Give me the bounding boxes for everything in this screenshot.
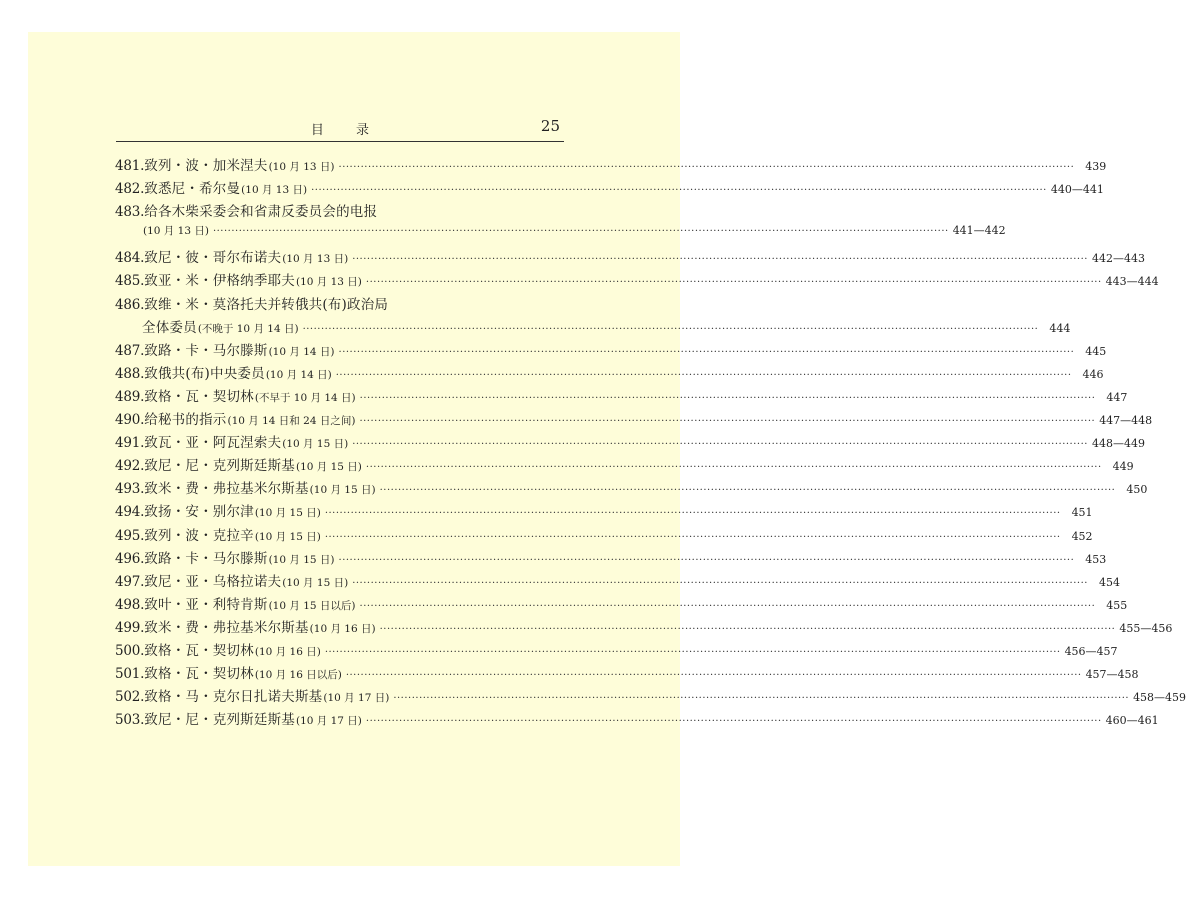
dot-leader: ········································································································································································································ — [352, 577, 1088, 589]
entry-number: 483. — [115, 204, 145, 221]
toc-entry — [115, 662, 1139, 685]
toc-entry — [115, 593, 1128, 616]
dot-leader: ········································································································································································································ — [365, 462, 1102, 474]
entry-pages: 445 — [1085, 344, 1107, 358]
dot-leader: ········································································································································································································ — [335, 369, 1072, 381]
entry-title: 致尼・亚・乌格拉诺夫 — [144, 573, 282, 590]
entry-pages: 439 — [1085, 160, 1107, 173]
entry-date-note: (10 月 15 日) — [282, 576, 349, 589]
toc-entry — [115, 269, 1159, 292]
entry-date-note: (不早于 10 月 14 日) — [254, 391, 356, 404]
toc-entry — [115, 547, 1107, 570]
entry-date-note: (10 月 15 日) — [295, 461, 362, 474]
entry-title: 致路・卡・马尔滕斯 — [144, 550, 268, 567]
entry-pages: 450 — [1126, 483, 1148, 497]
dot-leader: ········································································································································································································ — [365, 277, 1102, 289]
toc-entry — [115, 293, 547, 316]
entry-pages: 455—456 — [1119, 621, 1173, 635]
entry-title: 致瓦・亚・阿瓦涅索夫 — [144, 435, 282, 452]
entry-title: 致格・瓦・契切林 — [144, 388, 254, 405]
entry-pages: 456—457 — [1064, 644, 1118, 658]
dot-leader: ········································································································································································································ — [324, 508, 1061, 520]
entry-number: 487. — [115, 342, 145, 359]
entry-date-note: (10 月 17 日) — [323, 692, 390, 705]
entry-pages: 455 — [1106, 598, 1128, 612]
entry-title: 全体委员 — [142, 319, 197, 336]
dot-leader: ········································································································································································································ — [212, 226, 949, 238]
entry-title: 致列・波・克拉辛 — [144, 527, 254, 544]
entry-number: 492. — [115, 458, 145, 475]
entry-date-note: (10 月 16 日以后) — [254, 669, 342, 682]
entry-pages: 448—449 — [1091, 437, 1145, 451]
entry-title: 致格・瓦・契切林 — [144, 666, 254, 683]
toc-entry — [115, 177, 1104, 200]
entry-date-note: (10 月 15 日) — [254, 530, 321, 543]
entry-date-note: (10 月 14 日) — [268, 345, 335, 358]
entry-number: 486. — [115, 296, 145, 313]
toc-entry — [115, 408, 1153, 431]
entry-date-note: (10 月 16 日) — [309, 622, 376, 635]
entry-number: 493. — [115, 481, 145, 498]
entry-title: 致米・费・弗拉基米尔斯基 — [144, 481, 309, 498]
entry-number: 485. — [115, 273, 145, 290]
entry-pages: 441—442 — [952, 224, 1006, 238]
entry-number: 502. — [115, 689, 145, 706]
entry-title: 致路・卡・马尔滕斯 — [144, 342, 268, 359]
toc-entry — [115, 223, 1006, 246]
entry-pages: 449 — [1112, 460, 1134, 474]
entry-number: 491. — [115, 435, 145, 452]
entry-title: 致维・米・莫洛托夫并转俄共(布)政治局 — [144, 296, 389, 313]
entry-title: 致列・波・加米涅夫 — [144, 158, 268, 174]
dot-leader: ········································································································································································································ — [393, 693, 1130, 705]
entry-number: 494. — [115, 504, 145, 521]
entry-title: 给各木柴采委会和省肃反委员会的电报 — [144, 204, 378, 221]
entry-number: 495. — [115, 527, 145, 544]
dot-leader: ········································································································································································································ — [352, 254, 1088, 266]
entry-date-note: (10 月 15 日) — [309, 484, 376, 497]
entry-date-note: (10 月 16 日) — [254, 645, 321, 658]
dot-leader: ········································································································································································································ — [324, 531, 1061, 543]
toc-entry — [115, 616, 1173, 639]
toc-entry — [115, 154, 1107, 177]
dot-leader: ········································································································································································································ — [324, 646, 1061, 658]
entry-title: 致尼・彼・哥尔布诺夫 — [144, 250, 282, 267]
dot-leader: ········································································································································································································ — [359, 600, 1096, 612]
entry-number: 489. — [115, 388, 145, 405]
entry-date-note: (10 月 14 日和 24 日之间) — [227, 415, 356, 428]
entry-number: 484. — [115, 250, 145, 267]
entry-title: 致米・费・弗拉基米尔斯基 — [144, 619, 309, 636]
entry-number: 488. — [115, 365, 145, 382]
toc-entry — [115, 431, 1145, 454]
toc-entry — [115, 477, 1148, 500]
entry-pages: 446 — [1082, 367, 1104, 381]
entry-number: 497. — [115, 573, 145, 590]
entry-number: 481. — [115, 158, 145, 174]
toc-entry — [115, 385, 1128, 408]
toc-entry — [115, 639, 1118, 662]
entry-title: 给秘书的指示 — [144, 412, 227, 429]
entry-date-note: (10 月 13 日) — [268, 161, 335, 173]
entry-pages: 443—444 — [1105, 275, 1159, 289]
toc-entry — [115, 708, 1159, 731]
entry-pages: 458—459 — [1133, 691, 1186, 705]
entry-date-note: (10 月 14 日) — [265, 368, 332, 381]
toc-entry — [115, 246, 1145, 269]
entry-number: 499. — [115, 619, 145, 636]
entry-pages: 442—443 — [1091, 252, 1145, 266]
entry-title: 致亚・米・伊格纳季耶夫 — [144, 273, 295, 290]
dot-leader: ········································································································································································································ — [338, 162, 1075, 173]
entry-date-note: (不晚于 10 月 14 日) — [197, 322, 299, 335]
toc-list — [115, 154, 1186, 731]
entry-number: 500. — [115, 642, 145, 659]
entry-number: 503. — [115, 712, 145, 729]
toc-entry — [115, 316, 1071, 339]
toc-entry — [115, 362, 1104, 385]
entry-title: 致悉尼・希尔曼 — [144, 181, 241, 198]
entry-pages: 452 — [1071, 529, 1093, 543]
entry-date-note: (10 月 13 日) — [282, 253, 349, 266]
entry-number: 490. — [115, 412, 145, 429]
toc-entry — [115, 524, 1093, 547]
entry-pages: 454 — [1098, 575, 1120, 589]
page-header — [116, 117, 564, 142]
page-number: 25 — [540, 117, 560, 135]
entry-pages: 457—458 — [1085, 668, 1139, 682]
entry-number: 482. — [115, 181, 145, 198]
entry-title: 致扬・安・别尔津 — [144, 504, 254, 521]
dot-leader: ········································································································································································································ — [338, 554, 1075, 566]
entry-number: 501. — [115, 666, 145, 683]
dot-leader: ········································································································································································································ — [302, 323, 1039, 335]
entry-title: 致叶・亚・利特肯斯 — [144, 596, 268, 613]
dot-leader: ········································································································································································································ — [359, 392, 1096, 404]
entry-pages: 460—461 — [1105, 714, 1159, 728]
entry-pages: 451 — [1071, 506, 1093, 520]
toc-entry — [115, 200, 547, 223]
dot-leader: ········································································································································································································ — [311, 185, 1047, 197]
dot-leader: ········································································································································································································ — [379, 485, 1116, 497]
entry-number: 496. — [115, 550, 145, 567]
dot-leader: ········································································································································································································ — [365, 716, 1102, 728]
header-title: 目 录 — [310, 123, 384, 138]
entry-pages: 453 — [1085, 552, 1107, 566]
entry-pages: 447—448 — [1099, 414, 1153, 428]
dot-leader: ········································································································································································································ — [345, 670, 1082, 682]
toc-entry — [115, 685, 1186, 708]
dot-leader: ········································································································································································································ — [338, 346, 1075, 358]
toc-entry — [115, 570, 1120, 593]
toc-entry — [115, 500, 1093, 523]
entry-date-note: (10 月 13 日) — [241, 184, 308, 197]
entry-title: 致尼・尼・克列斯廷斯基 — [144, 712, 295, 729]
entry-title: 致格・瓦・契切林 — [144, 642, 254, 659]
entry-date-note: (10 月 13 日) — [143, 225, 209, 238]
entry-date-note: (10 月 15 日) — [268, 553, 335, 566]
entry-date-note: (10 月 15 日) — [282, 438, 349, 451]
entry-pages: 440—441 — [1050, 183, 1104, 197]
entry-title: 致尼・尼・克列斯廷斯基 — [144, 458, 295, 475]
entry-pages: 444 — [1049, 321, 1071, 335]
entry-date-note: (10 月 17 日) — [295, 715, 362, 728]
entry-date-note: (10 月 13 日) — [295, 276, 362, 289]
toc-entry — [115, 339, 1107, 362]
entry-number: 498. — [115, 596, 145, 613]
toc-entry — [115, 454, 1134, 477]
entry-pages: 447 — [1106, 390, 1128, 404]
entry-date-note: (10 月 15 日以后) — [268, 599, 356, 612]
dot-leader: ········································································································································································································ — [359, 416, 1096, 428]
dot-leader: ········································································································································································································ — [352, 439, 1088, 451]
entry-date-note: (10 月 15 日) — [254, 507, 321, 520]
entry-title: 致格・马・克尔日扎诺夫斯基 — [144, 689, 323, 706]
entry-title: 致俄共(布)中央委员 — [144, 365, 265, 382]
dot-leader: ········································································································································································································ — [379, 623, 1116, 635]
